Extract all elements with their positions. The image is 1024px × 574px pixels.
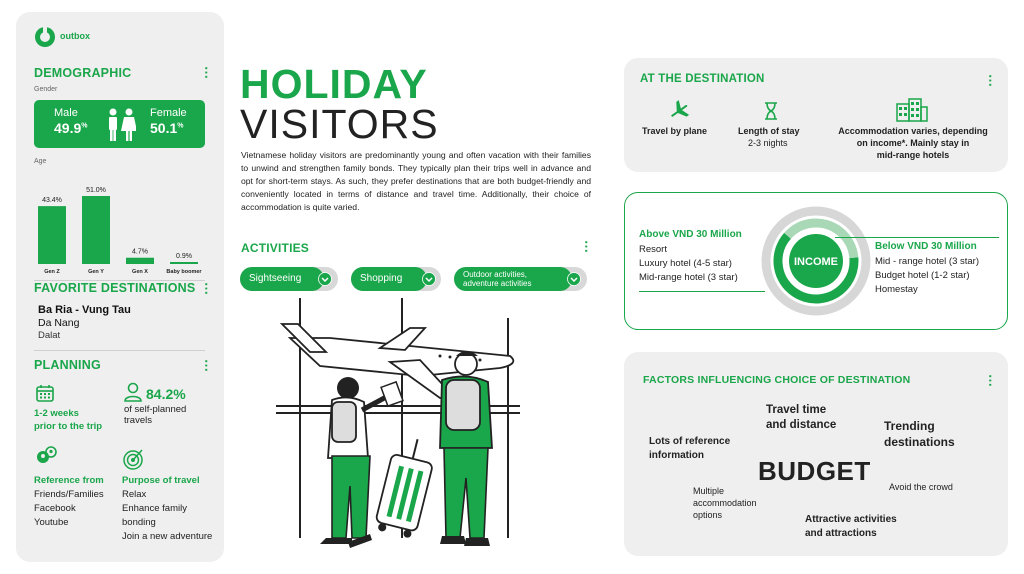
pill-sightseeing[interactable] bbox=[240, 267, 338, 291]
age-chart-svg bbox=[34, 172, 209, 280]
female-value-number: 50.1 bbox=[150, 120, 178, 136]
female-percent-sign: % bbox=[177, 122, 184, 130]
age-bar-value-label: 4.7% bbox=[132, 248, 148, 256]
gender-label: Gender bbox=[34, 86, 58, 93]
age-bar bbox=[170, 262, 198, 264]
reference-item-2: Facebook bbox=[34, 503, 76, 514]
accommodation-line-2: on income*. Mainly stay in bbox=[856, 138, 970, 148]
age-chart bbox=[34, 172, 209, 280]
age-bar bbox=[126, 258, 154, 264]
male-value bbox=[54, 120, 87, 136]
planning-weeks-1: 1-2 weeks bbox=[34, 408, 79, 419]
purpose-item-3: bonding bbox=[122, 517, 156, 528]
female-label: Female bbox=[150, 107, 187, 119]
planning-more-icon[interactable]: ⋯ bbox=[199, 359, 214, 372]
length-of-stay-value: 2-3 nights bbox=[748, 138, 788, 148]
factor-travel-time-2: and distance bbox=[766, 419, 837, 431]
age-bar bbox=[82, 196, 110, 264]
accommodation-line-3: mid-range hotels bbox=[876, 150, 950, 160]
factor-multiple-3: options bbox=[693, 510, 723, 520]
age-bar-category-label: Gen X bbox=[132, 269, 148, 275]
income-below-item-3: Homestay bbox=[875, 284, 918, 295]
travelers-illustration bbox=[270, 298, 560, 556]
income-center-label: INCOME bbox=[794, 256, 838, 268]
male-percent-sign: % bbox=[81, 122, 88, 130]
age-bar-value-label: 0.9% bbox=[176, 253, 192, 260]
pill-sightseeing-label: Sightseeing bbox=[249, 273, 302, 284]
factors-title: FACTORS INFLUENCING CHOICE OF DESTINATION bbox=[643, 374, 911, 386]
destination-card bbox=[624, 58, 1008, 172]
age-bar-value-label: 51.0% bbox=[86, 187, 106, 194]
factors-more-icon[interactable]: ⋯ bbox=[983, 374, 998, 387]
self-planned-percent: 84.2% bbox=[146, 386, 186, 402]
age-bar-category-label: Baby boomer bbox=[166, 269, 202, 275]
factor-trending-1: Trending bbox=[884, 419, 935, 433]
purpose-item-2: Enhance family bbox=[122, 503, 187, 514]
purpose-title: Purpose of travel bbox=[122, 475, 200, 486]
income-below-line bbox=[835, 237, 999, 238]
gender-box bbox=[34, 100, 205, 148]
check-icon bbox=[567, 272, 581, 286]
hero-title-2: VISITORS bbox=[240, 101, 439, 147]
hotel-icon bbox=[896, 98, 928, 122]
hero-title-1: HOLIDAY bbox=[240, 61, 428, 107]
activities-more-icon[interactable]: ⋯ bbox=[579, 240, 594, 253]
factor-reference-2: information bbox=[649, 450, 704, 461]
pill-outdoor-label-1: Outdoor activities, bbox=[463, 270, 528, 279]
female-value bbox=[150, 120, 183, 136]
length-of-stay: Length of stay bbox=[738, 126, 800, 136]
hourglass-icon bbox=[764, 102, 778, 120]
favorite-item-2: Da Nang bbox=[38, 317, 80, 329]
income-below-item-1: Mid - range hotel (3 star) bbox=[875, 256, 980, 267]
check-icon bbox=[422, 272, 436, 286]
destination-more-icon[interactable]: ⋯ bbox=[983, 74, 998, 87]
income-below-item-2: Budget hotel (1-2 star) bbox=[875, 270, 970, 281]
brand-name: outbox bbox=[60, 31, 90, 41]
factor-reference-1: Lots of reference bbox=[649, 436, 731, 447]
reference-title: Reference from bbox=[34, 475, 104, 486]
factor-travel-time-1: Travel time bbox=[766, 404, 827, 416]
age-bar bbox=[38, 206, 66, 264]
income-above-item-1: Resort bbox=[639, 244, 667, 255]
male-label: Male bbox=[54, 107, 78, 119]
purpose-item-1: Relax bbox=[122, 489, 147, 500]
factor-multiple-2: accommodation bbox=[693, 498, 757, 508]
factors-card bbox=[624, 352, 1008, 556]
factor-avoid: Avoid the crowd bbox=[889, 482, 953, 492]
factor-attractive-1: Attractive activities bbox=[805, 514, 897, 525]
income-above-item-3: Mid-range hotel (3 star) bbox=[639, 272, 738, 283]
target-icon bbox=[122, 448, 144, 470]
brand-logo bbox=[34, 26, 114, 48]
factor-budget: BUDGET bbox=[758, 456, 871, 486]
factor-multiple-1: Multiple bbox=[693, 486, 725, 496]
travel-by-plane: Travel by plane bbox=[642, 126, 708, 136]
calendar-icon bbox=[36, 384, 54, 402]
people-chat-icon bbox=[36, 446, 58, 466]
person-icon bbox=[124, 382, 144, 402]
pill-shopping[interactable] bbox=[351, 267, 441, 291]
age-bar-category-label: Gen Y bbox=[88, 269, 104, 275]
planning-weeks-2: prior to the trip bbox=[34, 421, 103, 432]
factor-trending-2: destinations bbox=[884, 435, 955, 449]
activities-title: ACTIVITIES bbox=[241, 241, 310, 255]
left-panel bbox=[16, 12, 224, 562]
airplane-icon bbox=[668, 100, 690, 122]
demographic-title: DEMOGRAPHIC bbox=[34, 66, 132, 80]
factor-attractive-2: and attractions bbox=[805, 528, 877, 539]
demographic-more-icon[interactable]: ⋯ bbox=[199, 66, 214, 79]
planning-title: PLANNING bbox=[34, 358, 101, 372]
favorite-item-1: Ba Ria - Vung Tau bbox=[38, 304, 131, 316]
reference-item-3: Youtube bbox=[34, 517, 69, 528]
purpose-item-4: Join a new adventure bbox=[122, 531, 213, 542]
divider-2 bbox=[34, 350, 205, 351]
pill-shopping-label: Shopping bbox=[360, 273, 403, 284]
age-bar-value-label: 43.4% bbox=[42, 197, 62, 205]
hero-description: Vietnamese holiday visitors are predominantly young and often vacation with their families to unwind and strengthen family bonds. They typically plan their trips well in advance and opt for short-term stays. As such, they prefer destinations that are both budget-friendly and conveniently located in terms of distance and travel time. Additionally, their choice of accommodation is quite varied. bbox=[241, 150, 591, 212]
check-icon bbox=[318, 272, 332, 286]
favorite-item-3: Dalat bbox=[38, 330, 61, 341]
reference-item-1: Friends/Families bbox=[34, 489, 104, 500]
destination-title: AT THE DESTINATION bbox=[640, 73, 765, 85]
age-bar-category-label: Gen Z bbox=[44, 269, 60, 275]
favorite-more-icon[interactable]: ⋯ bbox=[199, 282, 214, 295]
male-female-icon bbox=[106, 108, 136, 142]
income-above-item-2: Luxury hotel (4-5 star) bbox=[639, 258, 732, 269]
accommodation-line-1: Accommodation varies, depending bbox=[838, 126, 988, 136]
outbox-logo-icon bbox=[34, 26, 56, 48]
favorite-title: FAVORITE DESTINATIONS bbox=[34, 281, 196, 295]
income-above-line bbox=[639, 291, 765, 292]
pill-outdoor-label-2: adventure activities bbox=[463, 279, 532, 288]
self-planned-1: of self-planned bbox=[124, 404, 187, 415]
income-below-title: Below VND 30 Million bbox=[875, 241, 977, 252]
income-card bbox=[624, 192, 1008, 330]
self-planned-2: travels bbox=[124, 415, 152, 426]
pill-outdoor[interactable] bbox=[454, 267, 587, 291]
male-value-number: 49.9 bbox=[54, 120, 82, 136]
age-label: Age bbox=[34, 158, 47, 165]
income-above-title: Above VND 30 Million bbox=[639, 229, 742, 240]
